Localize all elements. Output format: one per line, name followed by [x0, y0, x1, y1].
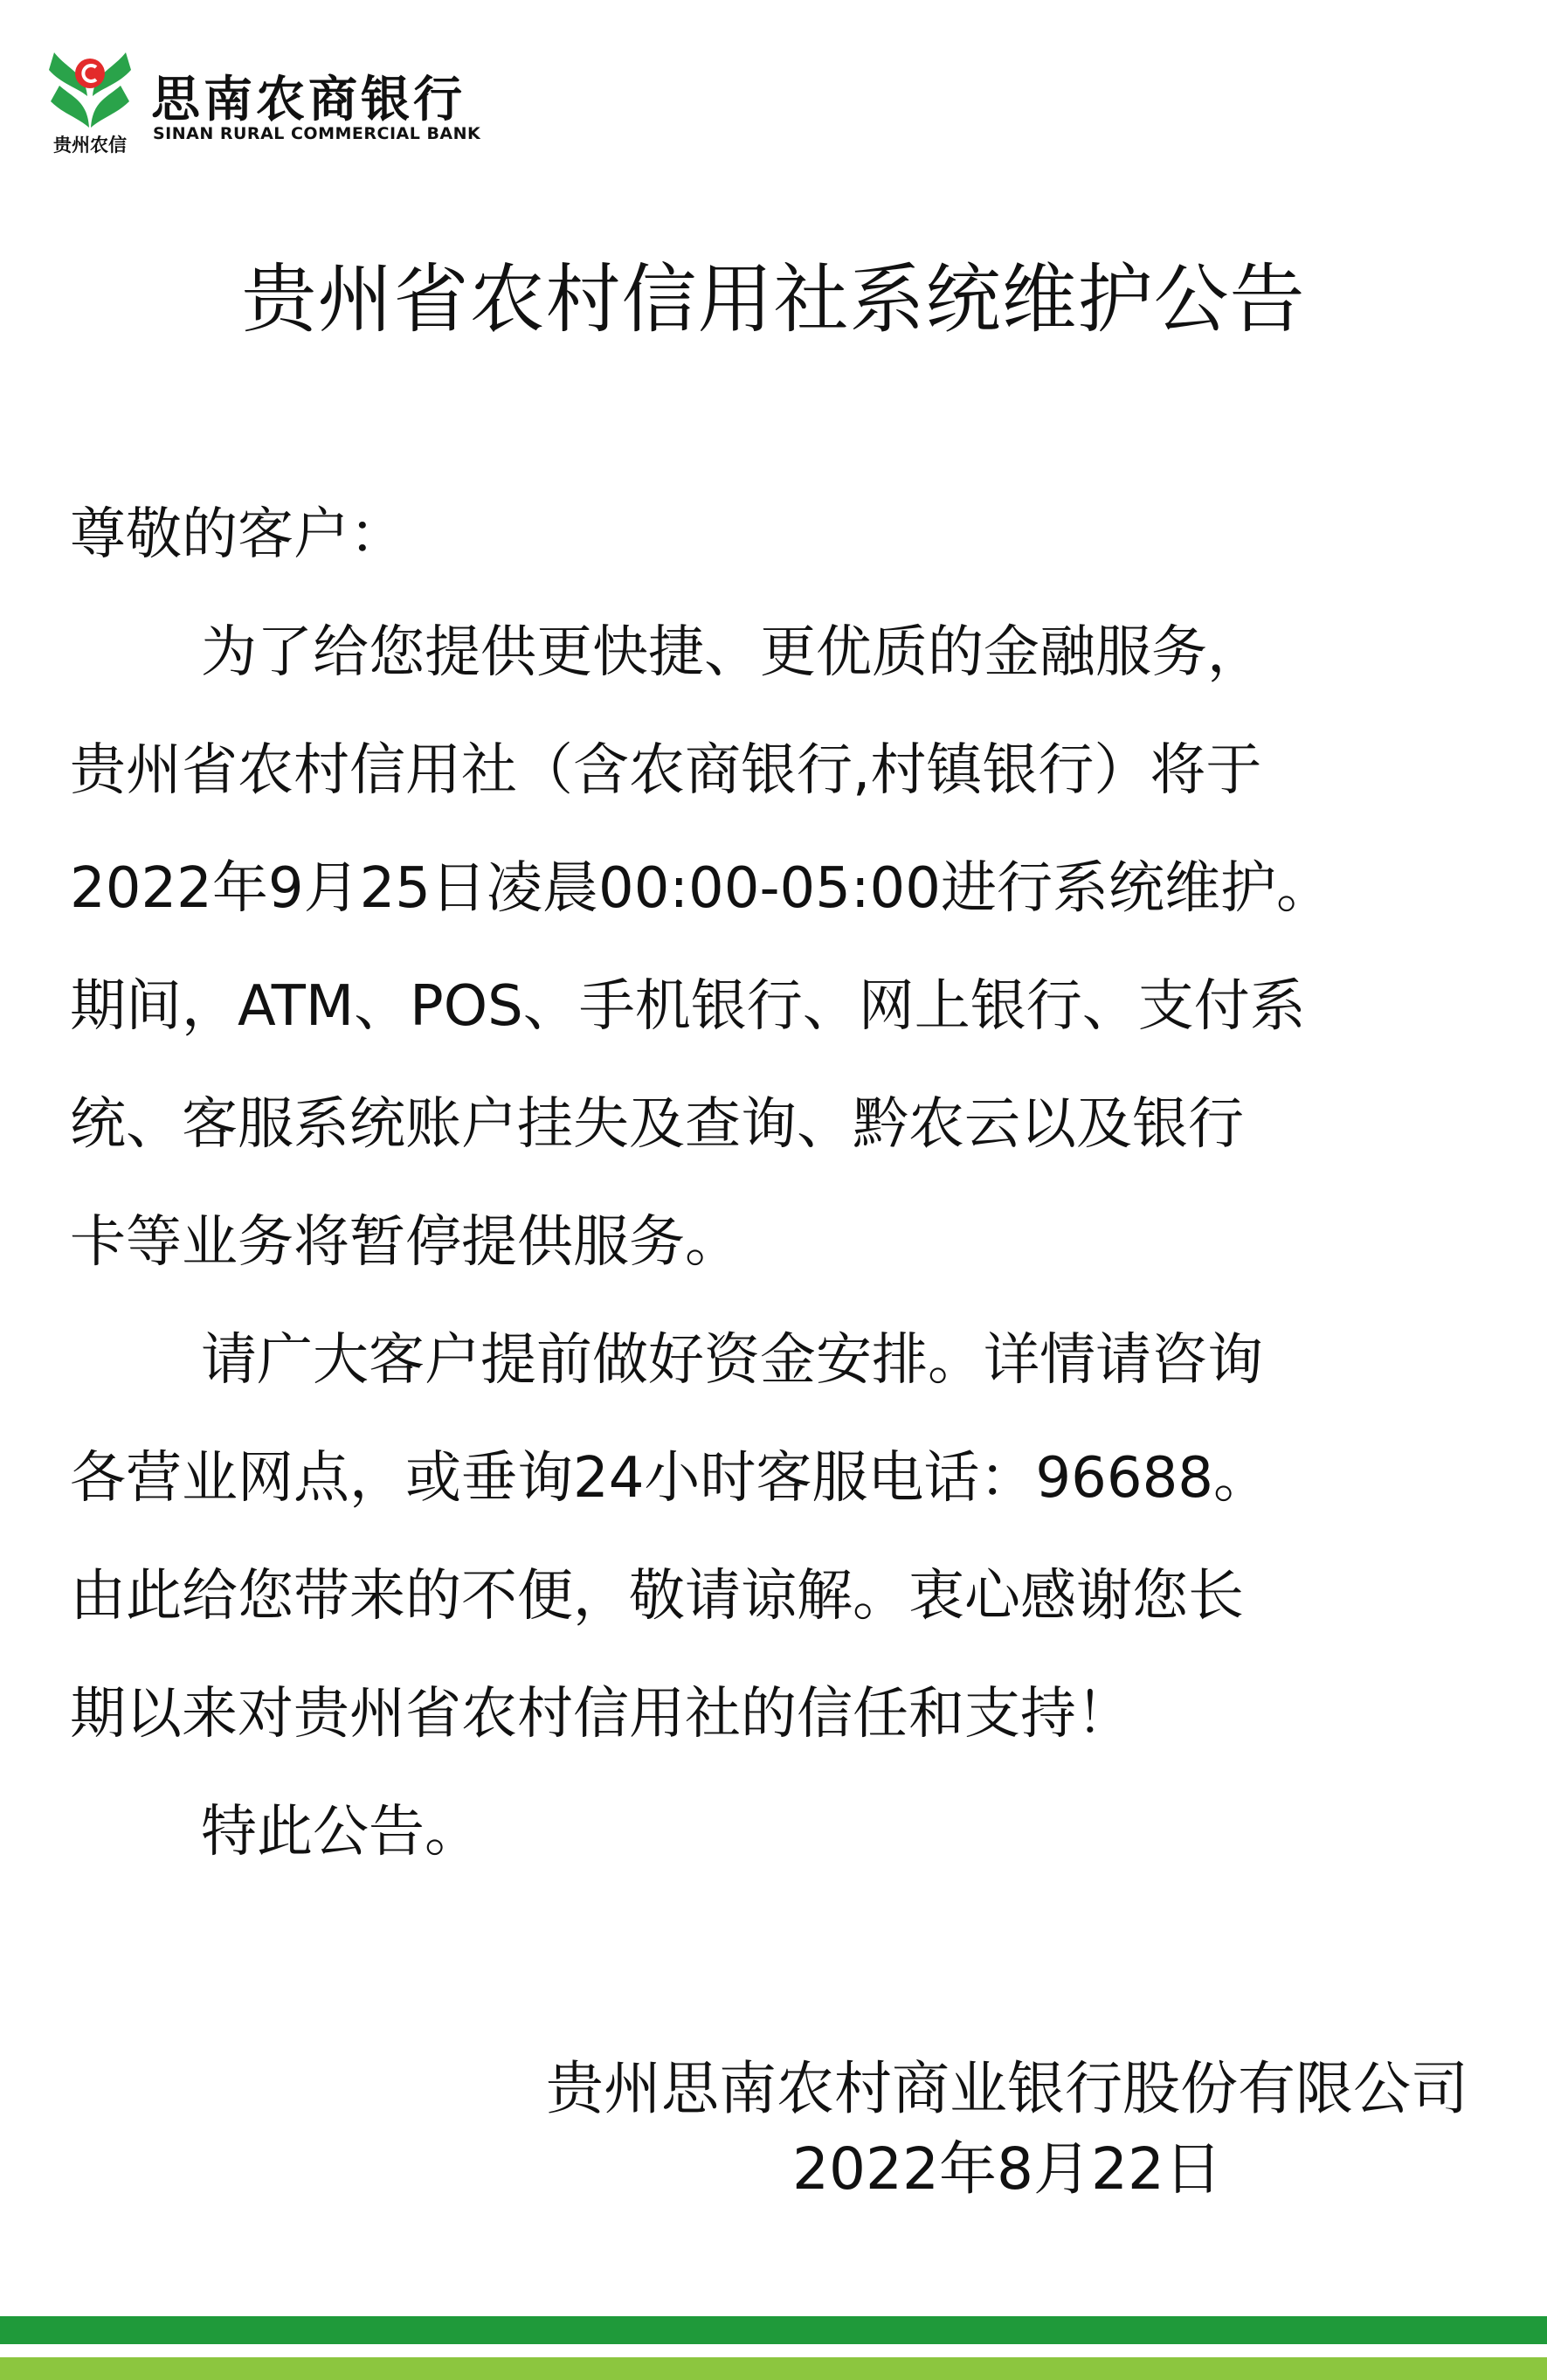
signature-date: 2022年8月22日: [792, 2135, 1222, 2203]
bank-name: 思南农商银行: [151, 72, 466, 128]
bank-name-english: SINAN RURAL COMMERCIAL BANK: [153, 124, 481, 143]
paragraph-line: 贵州省农村信用社（含农商银行,村镇银行）将于: [70, 738, 1262, 803]
notice-body: [70, 476, 1494, 1892]
paragraph-line: 为了给您提供更快捷、更优质的金融服务，: [201, 620, 1263, 685]
paragraph-line: 统、客服系统账户挂失及查询、黔农云以及银行: [70, 1092, 1244, 1157]
paragraph-line: 2022年9月25日凌晨00:00-05:00进行系统维护。: [70, 856, 1332, 921]
footer-bar-light: [0, 2357, 1547, 2380]
paragraph-line: 请广大客户提前做好资金安排。详情请咨询: [201, 1328, 1263, 1393]
paragraph-line: 各营业网点，或垂询24小时客服电话：96688。: [70, 1446, 1270, 1511]
rural-bank-logo-icon: [42, 44, 138, 138]
notice-title: 贵州省农村信用社系统维护公告: [241, 256, 1306, 343]
signature-company: 贵州思南农村商业银行股份有限公司: [546, 2055, 1468, 2122]
bank-logo: [42, 44, 496, 166]
paragraph-line: 期间，ATM、POS、手机银行、网上银行、支付系: [70, 974, 1306, 1039]
paragraph-line: 期以来对贵州省农村信用社的信任和支持！: [70, 1682, 1132, 1747]
logo-subtitle: 贵州农信: [53, 135, 127, 156]
paragraph-line: 由此给您带来的不便，敬请谅解。衷心感谢您长: [70, 1564, 1244, 1629]
greeting: 尊敬的客户：: [70, 502, 405, 567]
paragraph-line: 卡等业务将暂停提供服务。: [70, 1210, 741, 1275]
closing-line: 特此公告。: [201, 1800, 480, 1865]
footer-bar-dark: [0, 2316, 1547, 2344]
signature-block: [546, 2049, 1468, 2210]
